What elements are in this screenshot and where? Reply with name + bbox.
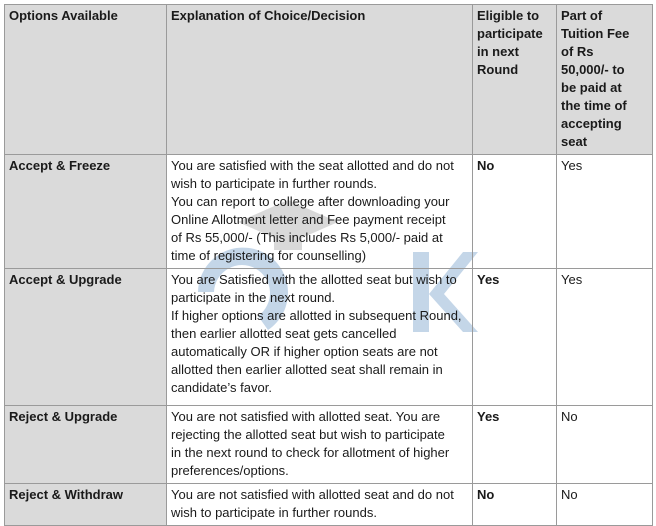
explanation-line: You are Satisfied with the allotted seat but wish to: [171, 272, 457, 287]
table-row: [5, 155, 653, 269]
table-row: [5, 484, 653, 526]
option-name: Reject & Upgrade: [5, 406, 167, 484]
explanation-line: in the next round to check for allotment of higher: [171, 445, 450, 460]
header-text-line: Round: [477, 62, 519, 77]
header-text-line: 50,000/- to: [561, 62, 625, 77]
header-explanation: [167, 5, 473, 155]
explanation-line: You are not satisfied with allotted seat. You are: [171, 409, 441, 424]
header-eligible: [473, 5, 557, 155]
eligible-value: No: [473, 155, 557, 269]
fee-value: Yes: [557, 269, 653, 406]
header-text-line: participate: [477, 26, 543, 41]
header-text-line: Eligible to: [477, 8, 540, 23]
header-text-line: in next: [477, 44, 519, 59]
options-table: [4, 4, 653, 526]
table-row: [5, 269, 653, 406]
header-text-line: seat: [561, 134, 588, 149]
fee-value: Yes: [557, 155, 653, 269]
header-options-available: [5, 5, 167, 155]
option-name: Reject & Withdraw: [5, 484, 167, 526]
header-text-line: Part of: [561, 8, 603, 23]
explanation-line: You can report to college after downloading your: [171, 194, 450, 209]
explanation-line: automatically OR if higher option seats are not: [171, 344, 438, 359]
explanation-line: wish to participate in further rounds.: [171, 176, 377, 191]
header-text-line: Tuition Fee: [561, 26, 630, 41]
option-explanation: [167, 269, 473, 406]
header-text-line: be paid at: [561, 80, 622, 95]
explanation-line: If higher options are allotted in subsequent Round,: [171, 308, 462, 323]
explanation-line: preferences/options.: [171, 463, 289, 478]
explanation-line: You are satisfied with the seat allotted and do not: [171, 158, 454, 173]
header-text-line: Options Available: [9, 8, 118, 23]
header-text-line: Explanation of Choice/Decision: [171, 8, 366, 23]
eligible-value: Yes: [473, 406, 557, 484]
option-explanation: [167, 406, 473, 484]
explanation-line: Online Allotment letter and Fee payment receipt: [171, 212, 446, 227]
eligible-value: No: [473, 484, 557, 526]
explanation-line: time of registering for counselling): [171, 248, 367, 263]
table-row: [5, 406, 653, 484]
table-header-row: [5, 5, 653, 155]
explanation-line: rejecting the allotted seat but wish to participate: [171, 427, 445, 442]
option-name: Accept & Upgrade: [5, 269, 167, 406]
header-text-line: accepting: [561, 116, 622, 131]
eligible-value: Yes: [473, 269, 557, 406]
explanation-line: You are not satisfied with allotted seat and do not: [171, 487, 454, 502]
option-explanation: [167, 155, 473, 269]
explanation-line: participate in the next round.: [171, 290, 336, 305]
explanation-line: of Rs 55,000/- (This includes Rs 5,000/- paid at: [171, 230, 443, 245]
explanation-line: wish to participate in further rounds.: [171, 505, 377, 520]
header-text-line: of Rs: [561, 44, 594, 59]
explanation-line: allotted then earlier allotted seat shall remain in: [171, 362, 443, 377]
header-tuition-fee: [557, 5, 653, 155]
option-explanation: [167, 484, 473, 526]
explanation-line: candidate’s favor.: [171, 380, 272, 395]
explanation-line: then earlier allotted seat gets cancelled: [171, 326, 397, 341]
fee-value: No: [557, 484, 653, 526]
fee-value: No: [557, 406, 653, 484]
header-text-line: the time of: [561, 98, 627, 113]
option-name: Accept & Freeze: [5, 155, 167, 269]
